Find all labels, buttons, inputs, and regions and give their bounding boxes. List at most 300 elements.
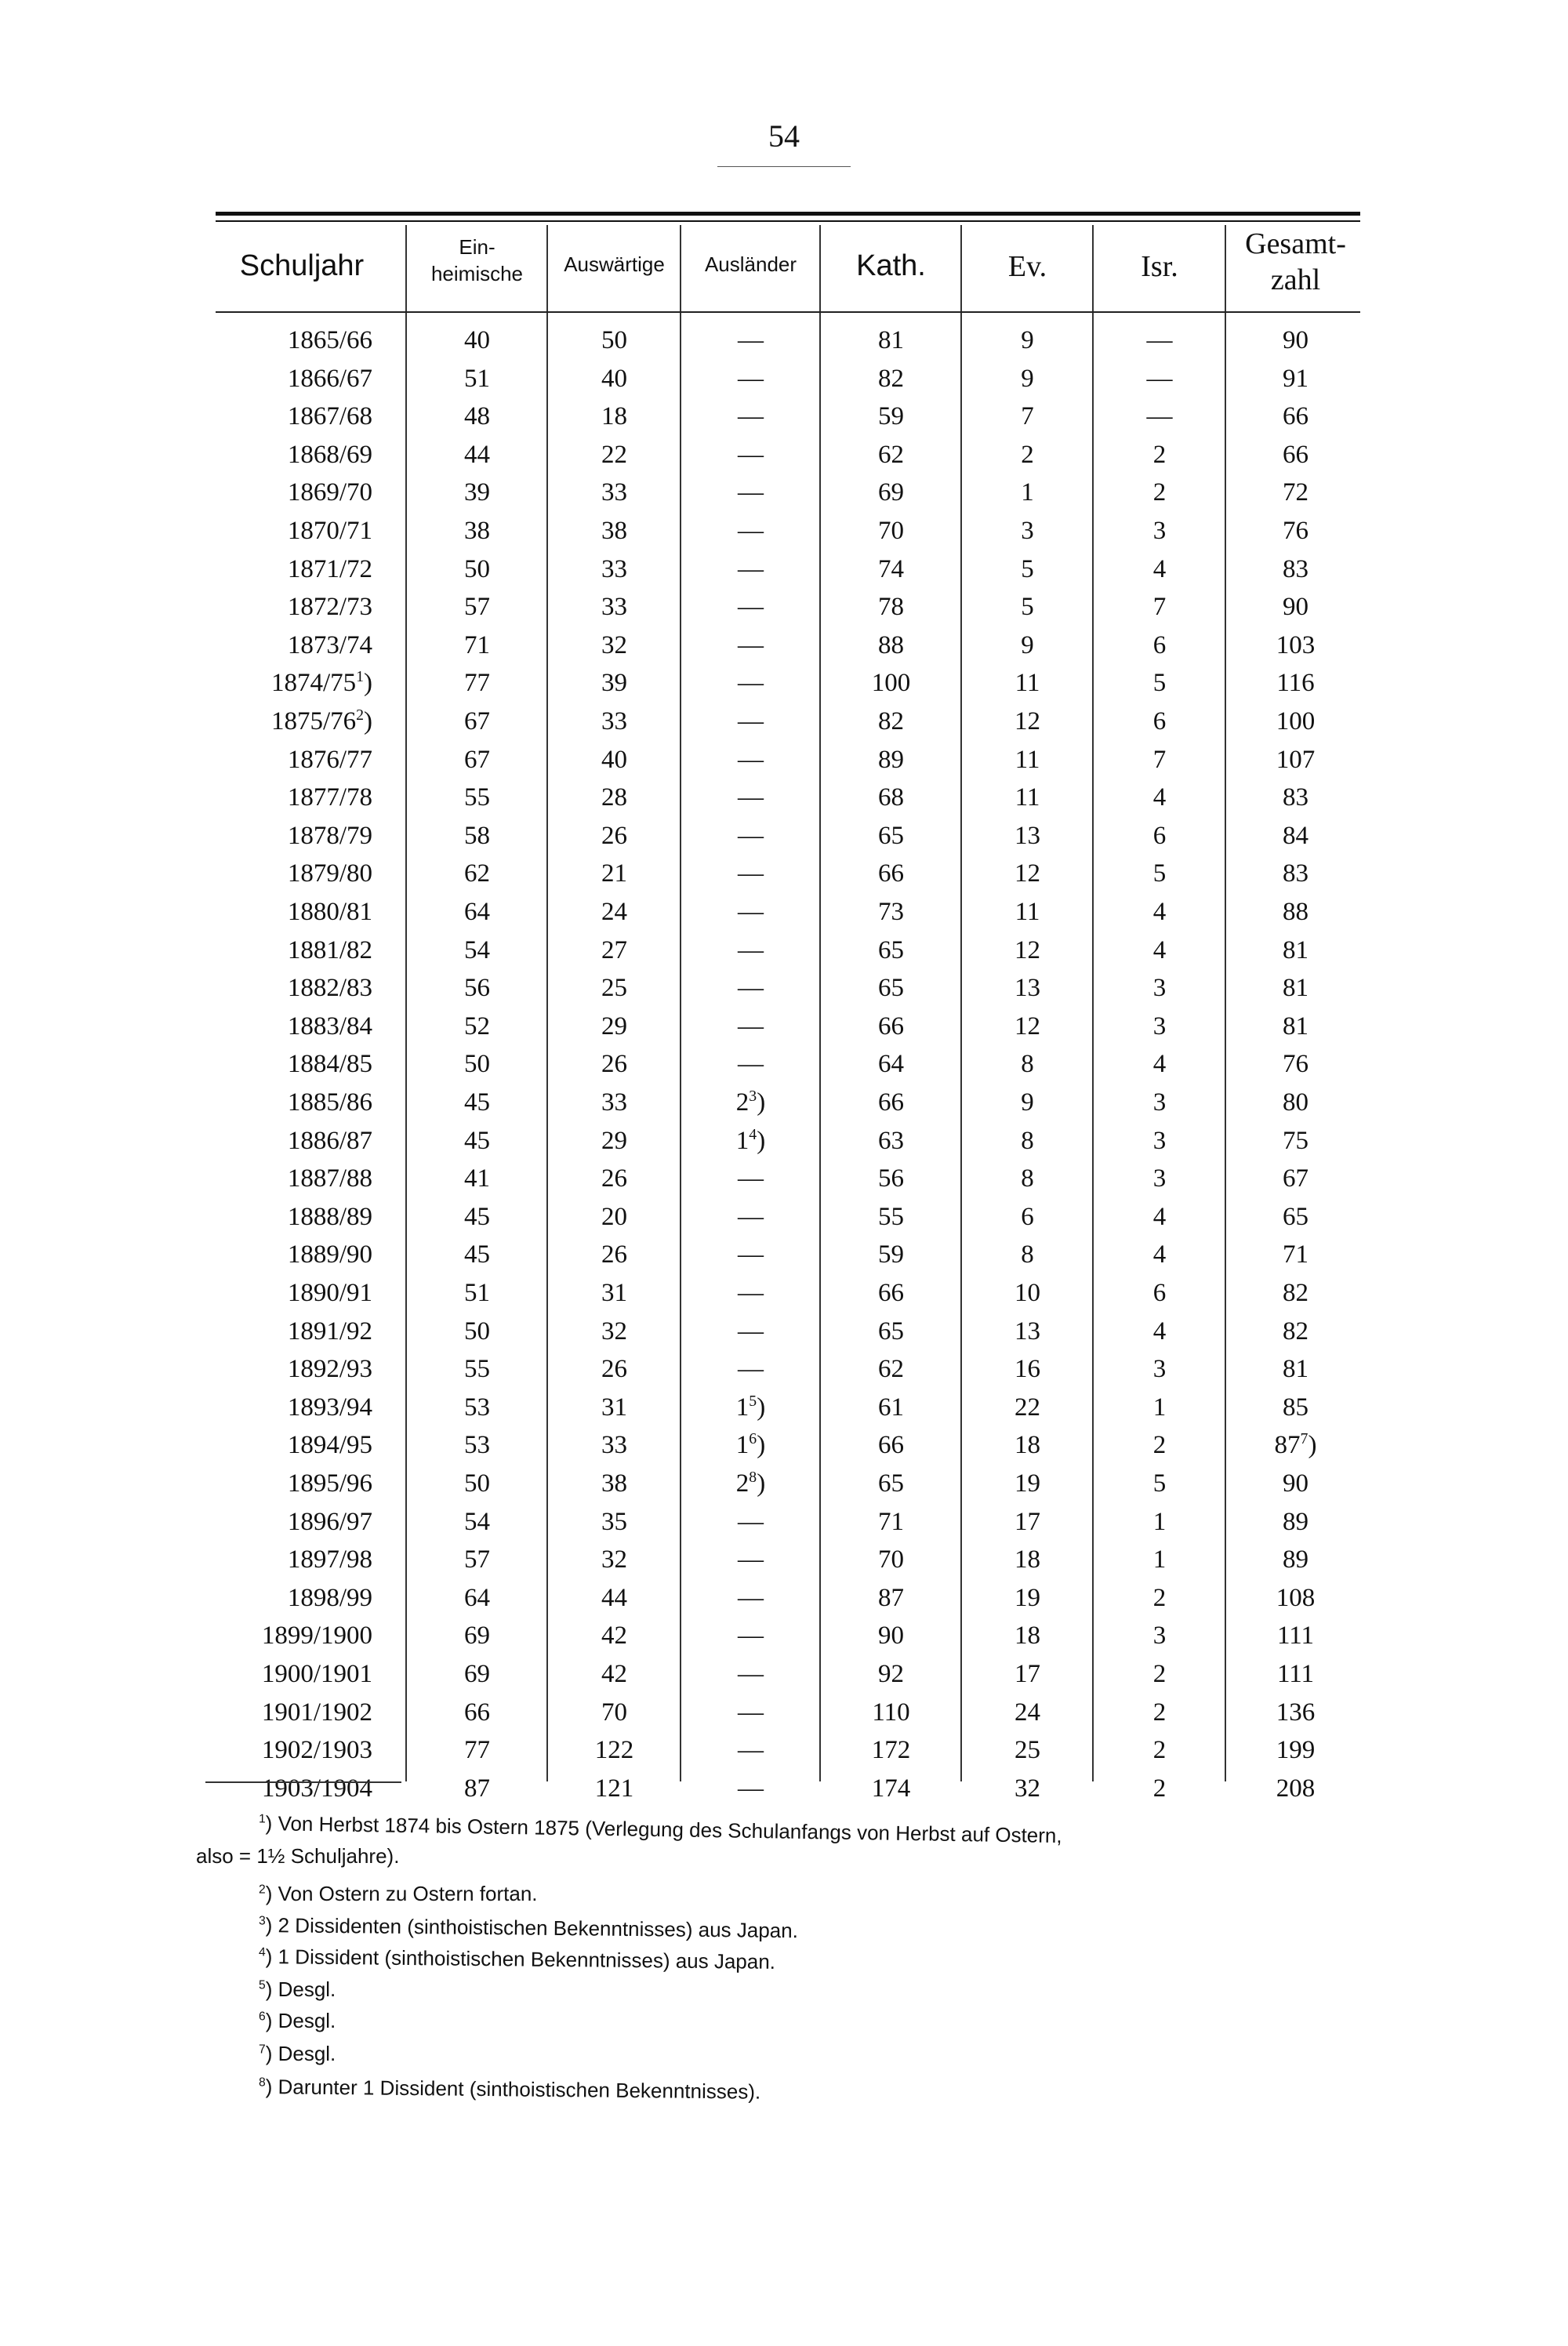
table-row bbox=[0, 1198, 1568, 1236]
cell-ev-value: 8 bbox=[1021, 1126, 1034, 1155]
table-row bbox=[0, 512, 1568, 550]
header-schuljahr: Schuljahr bbox=[239, 249, 365, 282]
cell-auswaertige bbox=[549, 1465, 680, 1502]
cell-gesamtzahl-value: 91 bbox=[1283, 364, 1308, 393]
footnote-text: Desgl. bbox=[278, 2042, 336, 2065]
cell-kath bbox=[822, 1579, 960, 1617]
cell-isr bbox=[1094, 1426, 1225, 1464]
cell-auslaender bbox=[682, 855, 819, 892]
cell-isr bbox=[1094, 1503, 1225, 1541]
table-row bbox=[0, 474, 1568, 511]
cell-gesamtzahl bbox=[1227, 779, 1364, 816]
cell-ev-value: 11 bbox=[1014, 669, 1040, 698]
cell-auswaertige bbox=[549, 474, 680, 511]
cell-auswaertige-value: 70 bbox=[601, 1698, 627, 1727]
cell-auslaender bbox=[682, 1541, 819, 1578]
cell-ev-value: 25 bbox=[1014, 1736, 1040, 1765]
table-top-rule-thin bbox=[216, 220, 1360, 222]
cell-gesamtzahl bbox=[1227, 664, 1364, 702]
cell-ev-value: 17 bbox=[1014, 1507, 1040, 1536]
cell-auswaertige bbox=[549, 1236, 680, 1273]
cell-kath bbox=[822, 1313, 960, 1350]
cell-auslaender bbox=[682, 626, 819, 664]
cell-schuljahr: $1874/75^1$) bbox=[270, 668, 372, 698]
cell-auslaender bbox=[682, 474, 819, 511]
cell-ev bbox=[963, 1655, 1092, 1693]
cell-schuljahr-value: 1889/90 bbox=[287, 1240, 372, 1269]
cell-auslaender bbox=[682, 1274, 819, 1312]
cell-kath bbox=[822, 1350, 960, 1388]
cell-auslaender: $1^4$) bbox=[735, 1125, 766, 1155]
cell-isr bbox=[1094, 550, 1225, 588]
cell-auslaender-value: 1 bbox=[735, 1126, 750, 1155]
cell-schuljahr bbox=[212, 1503, 372, 1541]
table-row bbox=[0, 1694, 1568, 1731]
cell-auslaender bbox=[682, 703, 819, 740]
cell-auslaender-value: — bbox=[738, 935, 764, 964]
cell-gesamtzahl-value: 84 bbox=[1283, 821, 1308, 850]
cell-ev bbox=[963, 1274, 1092, 1312]
cell-kath-value: 81 bbox=[878, 326, 904, 354]
cell-auswaertige-value: 33 bbox=[601, 478, 627, 507]
cell-auswaertige-value: 29 bbox=[601, 1011, 627, 1040]
cell-kath-value: 68 bbox=[878, 783, 904, 812]
cell-ev-value: 18 bbox=[1014, 1545, 1040, 1574]
cell-auswaertige-value: 40 bbox=[601, 364, 627, 393]
cell-gesamtzahl-value: 199 bbox=[1276, 1736, 1316, 1765]
cell-kath-value: 59 bbox=[878, 402, 904, 431]
cell-auswaertige-value: 24 bbox=[601, 898, 627, 926]
cell-auswaertige-value: 31 bbox=[601, 1393, 627, 1422]
cell-einheimische bbox=[408, 1770, 546, 1807]
cell-schuljahr bbox=[212, 1160, 372, 1197]
cell-isr bbox=[1094, 1350, 1225, 1388]
cell-schuljahr-value: 1879/80 bbox=[287, 859, 372, 888]
cell-isr bbox=[1094, 360, 1225, 398]
cell-auslaender bbox=[682, 741, 819, 779]
cell-auswaertige bbox=[549, 1160, 680, 1197]
table-bottom-rule bbox=[205, 1781, 401, 1783]
footnote-1: $^1$) Von Herbst 1874 bis Ostern 1875 (Verlegung des Schulanfangs von Herbst auf Ostern, bbox=[258, 1811, 1062, 1848]
table-row bbox=[0, 1617, 1568, 1654]
cell-isr-value: 1 bbox=[1152, 1545, 1167, 1574]
cell-schuljahr-value: 1897/98 bbox=[287, 1545, 372, 1574]
cell-ev bbox=[963, 1350, 1092, 1388]
cell-auswaertige-value: 122 bbox=[594, 1736, 634, 1765]
cell-auslaender bbox=[682, 932, 819, 969]
footnote-mark: 6 bbox=[259, 2010, 266, 2024]
cell-kath-value: 88 bbox=[878, 630, 904, 659]
cell-gesamtzahl-value: 85 bbox=[1283, 1393, 1308, 1422]
cell-isr-value: 2 bbox=[1152, 1431, 1167, 1460]
cell-einheimische bbox=[408, 1655, 546, 1693]
cell-auswaertige-value: 26 bbox=[601, 1240, 627, 1269]
table-row bbox=[0, 779, 1568, 816]
table-row bbox=[0, 1122, 1568, 1160]
cell-ev bbox=[963, 474, 1092, 511]
cell-gesamtzahl-value: 72 bbox=[1283, 478, 1308, 507]
table-row bbox=[0, 1160, 1568, 1197]
cell-einheimische bbox=[408, 1617, 546, 1654]
header-ev: Ev. bbox=[1007, 250, 1047, 283]
cell-isr bbox=[1094, 1160, 1225, 1197]
cell-einheimische-value: 50 bbox=[464, 1050, 490, 1079]
cell-ev bbox=[963, 969, 1092, 1007]
cell-ev-value: 11 bbox=[1014, 898, 1040, 926]
cell-isr-value: 6 bbox=[1152, 707, 1167, 735]
cell-kath bbox=[822, 550, 960, 588]
cell-gesamtzahl bbox=[1227, 360, 1364, 398]
cell-gesamtzahl-value: 76 bbox=[1283, 1050, 1308, 1079]
table-row bbox=[0, 398, 1568, 435]
cell-isr-value: 3 bbox=[1152, 1355, 1167, 1384]
cell-gesamtzahl-value: 83 bbox=[1283, 859, 1308, 888]
cell-ev-value: 22 bbox=[1014, 1393, 1040, 1422]
cell-kath-value: 82 bbox=[878, 364, 904, 393]
cell-auswaertige bbox=[549, 1503, 680, 1541]
cell-isr-value: 3 bbox=[1152, 1126, 1167, 1155]
cell-einheimische-value: 38 bbox=[464, 517, 490, 545]
cell-auswaertige-value: 33 bbox=[601, 593, 627, 622]
cell-isr-value: 6 bbox=[1152, 630, 1167, 659]
cell-kath-value: 65 bbox=[878, 974, 904, 1003]
footnote-mark: 5 bbox=[259, 1978, 266, 1992]
cell-auslaender-value: — bbox=[738, 1240, 764, 1269]
cell-gesamtzahl bbox=[1227, 1389, 1364, 1426]
cell-einheimische bbox=[408, 855, 546, 892]
cell-auswaertige bbox=[549, 360, 680, 398]
cell-ev-value: 19 bbox=[1014, 1469, 1040, 1498]
cell-schuljahr-value: 1876/77 bbox=[287, 745, 372, 774]
cell-schuljahr-value: 1873/74 bbox=[287, 630, 372, 659]
cell-einheimische bbox=[408, 1122, 546, 1160]
cell-auswaertige bbox=[549, 588, 680, 626]
cell-gesamtzahl bbox=[1227, 1579, 1364, 1617]
cell-schuljahr-value: 1866/67 bbox=[287, 364, 372, 393]
cell-schuljahr bbox=[212, 1084, 372, 1121]
cell-gesamtzahl bbox=[1227, 1617, 1364, 1654]
footnote-text: also = 1½ Schuljahre). bbox=[196, 1844, 400, 1868]
cell-gesamtzahl-value: 83 bbox=[1283, 554, 1308, 583]
cell-auslaender-value: — bbox=[738, 478, 764, 507]
cell-gesamtzahl-value: 103 bbox=[1276, 630, 1316, 659]
cell-isr-value: 4 bbox=[1152, 783, 1167, 812]
cell-schuljahr-value: 1877/78 bbox=[287, 783, 372, 812]
cell-ev-value: 12 bbox=[1014, 707, 1040, 735]
cell-gesamtzahl bbox=[1227, 1655, 1364, 1693]
cell-gesamtzahl bbox=[1227, 321, 1364, 359]
cell-gesamtzahl-value: 208 bbox=[1276, 1774, 1316, 1803]
cell-gesamtzahl bbox=[1227, 1045, 1364, 1083]
cell-auswaertige-value: 40 bbox=[601, 745, 627, 774]
cell-einheimische bbox=[408, 1541, 546, 1578]
cell-auswaertige bbox=[549, 1579, 680, 1617]
cell-einheimische-value: 54 bbox=[464, 935, 490, 964]
cell-gesamtzahl-value: 90 bbox=[1283, 593, 1308, 622]
cell-kath bbox=[822, 512, 960, 550]
cell-kath-value: 66 bbox=[878, 1011, 904, 1040]
cell-auswaertige bbox=[549, 932, 680, 969]
table-row bbox=[0, 1465, 1568, 1502]
cell-schuljahr-value: 1900/1901 bbox=[261, 1660, 372, 1688]
cell-kath-value: 70 bbox=[878, 1545, 904, 1574]
cell-ev bbox=[963, 1503, 1092, 1541]
cell-auswaertige bbox=[549, 1313, 680, 1350]
cell-isr-value: — bbox=[1146, 402, 1173, 431]
cell-isr bbox=[1094, 1731, 1225, 1769]
cell-auslaender bbox=[682, 436, 819, 474]
cell-gesamtzahl bbox=[1227, 1770, 1364, 1807]
cell-auswaertige bbox=[549, 969, 680, 1007]
cell-isr bbox=[1094, 817, 1225, 855]
header-isr: Isr. bbox=[1141, 250, 1178, 283]
cell-einheimische bbox=[408, 1274, 546, 1312]
cell-auswaertige-value: 39 bbox=[601, 669, 627, 698]
cell-kath bbox=[822, 1274, 960, 1312]
cell-isr-value: 3 bbox=[1152, 1164, 1167, 1193]
cell-ev bbox=[963, 398, 1092, 435]
cell-kath bbox=[822, 1084, 960, 1121]
cell-auslaender-value: — bbox=[738, 326, 764, 354]
cell-gesamtzahl-value: 82 bbox=[1283, 1279, 1308, 1307]
table-row bbox=[0, 1426, 1568, 1464]
cell-auswaertige bbox=[549, 664, 680, 702]
cell-gesamtzahl bbox=[1227, 1122, 1364, 1160]
cell-einheimische bbox=[408, 664, 546, 702]
cell-auswaertige bbox=[549, 626, 680, 664]
cell-schuljahr-value: 1884/85 bbox=[287, 1050, 372, 1079]
cell-einheimische bbox=[408, 321, 546, 359]
cell-einheimische bbox=[408, 1731, 546, 1769]
cell-ev-value: 11 bbox=[1014, 745, 1040, 774]
cell-schuljahr-value: 1882/83 bbox=[287, 974, 372, 1003]
cell-ev bbox=[963, 436, 1092, 474]
cell-einheimische-value: 41 bbox=[464, 1164, 490, 1193]
cell-auslaender-value: — bbox=[738, 440, 764, 469]
cell-kath-value: 82 bbox=[878, 707, 904, 735]
cell-ev bbox=[963, 741, 1092, 779]
cell-schuljahr-value: 1896/97 bbox=[287, 1507, 372, 1536]
table-row bbox=[0, 1770, 1568, 1807]
cell-ev bbox=[963, 588, 1092, 626]
cell-auswaertige bbox=[549, 1350, 680, 1388]
cell-ev bbox=[963, 817, 1092, 855]
cell-einheimische-value: 69 bbox=[464, 1660, 490, 1688]
cell-einheimische bbox=[408, 1579, 546, 1617]
page-number-rule bbox=[717, 166, 851, 167]
cell-auswaertige bbox=[549, 1389, 680, 1426]
cell-kath bbox=[822, 741, 960, 779]
cell-gesamtzahl bbox=[1227, 703, 1364, 740]
footnote-text: Desgl. bbox=[278, 2009, 336, 2032]
cell-auswaertige-value: 38 bbox=[601, 517, 627, 545]
table-row bbox=[0, 1655, 1568, 1693]
cell-kath bbox=[822, 1731, 960, 1769]
cell-auslaender-value: — bbox=[738, 1507, 764, 1536]
cell-schuljahr-value: 1895/96 bbox=[287, 1469, 372, 1498]
cell-kath-value: 174 bbox=[871, 1774, 911, 1803]
cell-auswaertige-value: 38 bbox=[601, 1469, 627, 1498]
cell-gesamtzahl-value: 111 bbox=[1276, 1660, 1315, 1688]
cell-auslaender bbox=[682, 1198, 819, 1236]
cell-isr-value: 6 bbox=[1152, 821, 1167, 850]
cell-schuljahr bbox=[212, 1313, 372, 1350]
cell-isr-value: 4 bbox=[1152, 1202, 1167, 1231]
cell-auswaertige-value: 26 bbox=[601, 1355, 627, 1384]
cell-auslaender bbox=[682, 398, 819, 435]
cell-einheimische bbox=[408, 1503, 546, 1541]
cell-kath bbox=[822, 1426, 960, 1464]
cell-auswaertige-value: 32 bbox=[601, 1316, 627, 1346]
cell-schuljahr bbox=[212, 1465, 372, 1502]
cell-schuljahr bbox=[212, 1008, 372, 1045]
cell-ev bbox=[963, 321, 1092, 359]
cell-einheimische-value: 50 bbox=[464, 554, 490, 583]
cell-ev-value: 18 bbox=[1014, 1431, 1040, 1460]
cell-ev bbox=[963, 512, 1092, 550]
cell-einheimische bbox=[408, 1045, 546, 1083]
cell-schuljahr bbox=[212, 588, 372, 626]
cell-ev-value: 11 bbox=[1014, 783, 1040, 812]
cell-isr-value: 3 bbox=[1152, 517, 1167, 545]
cell-kath bbox=[822, 360, 960, 398]
cell-isr bbox=[1094, 1694, 1225, 1731]
cell-auslaender-value: — bbox=[738, 745, 764, 774]
cell-auswaertige-value: 42 bbox=[601, 1660, 627, 1688]
cell-auslaender bbox=[682, 1579, 819, 1617]
cell-isr-value: — bbox=[1146, 326, 1173, 354]
cell-isr-value: 2 bbox=[1152, 1774, 1167, 1803]
cell-schuljahr bbox=[212, 969, 372, 1007]
cell-isr bbox=[1094, 1313, 1225, 1350]
cell-ev-value: 12 bbox=[1014, 935, 1040, 964]
cell-ev bbox=[963, 1122, 1092, 1160]
cell-gesamtzahl: $87^7$) bbox=[1274, 1430, 1317, 1460]
cell-gesamtzahl-value: 136 bbox=[1276, 1698, 1316, 1727]
cell-isr bbox=[1094, 932, 1225, 969]
cell-kath-value: 65 bbox=[878, 821, 904, 850]
cell-isr-value: 7 bbox=[1152, 745, 1167, 774]
header-auswaertige: Auswärtige bbox=[564, 252, 665, 276]
cell-einheimische-value: 87 bbox=[464, 1774, 490, 1803]
cell-gesamtzahl bbox=[1227, 474, 1364, 511]
cell-isr bbox=[1094, 855, 1225, 892]
cell-auswaertige bbox=[549, 1045, 680, 1083]
cell-isr-value: 2 bbox=[1152, 1660, 1167, 1688]
cell-einheimische-value: 55 bbox=[464, 783, 490, 812]
cell-schuljahr bbox=[212, 1770, 372, 1807]
cell-kath bbox=[822, 1008, 960, 1045]
cell-einheimische-value: 57 bbox=[464, 593, 490, 622]
cell-kath bbox=[822, 893, 960, 931]
cell-auslaender-value: — bbox=[738, 593, 764, 622]
cell-ev-value: 9 bbox=[1021, 326, 1034, 354]
cell-auslaender-value: — bbox=[738, 402, 764, 431]
table-row bbox=[0, 932, 1568, 969]
cell-gesamtzahl bbox=[1227, 741, 1364, 779]
cell-ev bbox=[963, 626, 1092, 664]
cell-schuljahr-value: 1891/92 bbox=[287, 1316, 372, 1346]
cell-isr-value: 5 bbox=[1152, 669, 1167, 698]
cell-auswaertige-value: 44 bbox=[601, 1583, 627, 1612]
cell-auswaertige bbox=[549, 321, 680, 359]
cell-schuljahr bbox=[212, 436, 372, 474]
cell-kath bbox=[822, 1541, 960, 1578]
cell-auswaertige-value: 50 bbox=[601, 326, 627, 354]
cell-ev bbox=[963, 1770, 1092, 1807]
cell-auslaender-value: — bbox=[738, 630, 764, 659]
cell-kath-value: 70 bbox=[878, 517, 904, 545]
cell-einheimische-value: 62 bbox=[464, 859, 490, 888]
cell-auslaender-value: — bbox=[738, 1164, 764, 1193]
cell-einheimische bbox=[408, 588, 546, 626]
cell-gesamtzahl-value: 81 bbox=[1283, 1011, 1308, 1040]
cell-kath-value: 73 bbox=[878, 898, 904, 926]
cell-auslaender bbox=[682, 1694, 819, 1731]
cell-ev-value: 1 bbox=[1021, 478, 1034, 507]
cell-gesamtzahl-value: 89 bbox=[1283, 1507, 1308, 1536]
table-row bbox=[0, 1084, 1568, 1121]
cell-auswaertige bbox=[549, 1655, 680, 1693]
cell-auswaertige bbox=[549, 550, 680, 588]
cell-einheimische bbox=[408, 1160, 546, 1197]
cell-auswaertige bbox=[549, 855, 680, 892]
cell-gesamtzahl-value: 90 bbox=[1283, 1469, 1308, 1498]
cell-schuljahr bbox=[212, 893, 372, 931]
cell-auslaender-value: — bbox=[738, 1622, 764, 1651]
cell-auslaender-value: — bbox=[738, 517, 764, 545]
footnote-ref: 1 bbox=[356, 668, 364, 686]
cell-kath-value: 62 bbox=[878, 440, 904, 469]
cell-isr bbox=[1094, 1122, 1225, 1160]
cell-auswaertige-value: 25 bbox=[601, 974, 627, 1003]
cell-auslaender-value: — bbox=[738, 1660, 764, 1688]
cell-auswaertige bbox=[549, 1426, 680, 1464]
cell-isr bbox=[1094, 1617, 1225, 1654]
header-auslaender: Ausländer bbox=[704, 252, 797, 276]
cell-auswaertige-value: 32 bbox=[601, 630, 627, 659]
cell-ev bbox=[963, 1731, 1092, 1769]
cell-ev-value: 10 bbox=[1014, 1279, 1040, 1307]
cell-einheimische-value: 45 bbox=[464, 1202, 490, 1231]
cell-einheimische-value: 67 bbox=[464, 707, 490, 735]
cell-auslaender: $2^8$) bbox=[735, 1469, 766, 1498]
cell-einheimische bbox=[408, 436, 546, 474]
cell-gesamtzahl bbox=[1227, 1198, 1364, 1236]
cell-ev bbox=[963, 1389, 1092, 1426]
cell-ev bbox=[963, 1045, 1092, 1083]
cell-auswaertige-value: 26 bbox=[601, 1164, 627, 1193]
cell-ev-value: 5 bbox=[1021, 554, 1034, 583]
cell-kath bbox=[822, 1389, 960, 1426]
cell-auslaender-value: — bbox=[738, 364, 764, 393]
cell-ev-value: 13 bbox=[1014, 1316, 1040, 1346]
cell-auslaender: $2^3$) bbox=[735, 1088, 766, 1117]
footnote-ref: 7 bbox=[1300, 1430, 1308, 1448]
cell-auswaertige bbox=[549, 1198, 680, 1236]
footnote-ref: 2 bbox=[356, 706, 364, 724]
footnote-5: $^5$) Desgl. bbox=[259, 1977, 336, 2001]
cell-auslaender bbox=[682, 1617, 819, 1654]
cell-auswaertige bbox=[549, 1694, 680, 1731]
cell-isr-value: 4 bbox=[1152, 935, 1167, 964]
table-row bbox=[0, 1350, 1568, 1388]
cell-auswaertige-value: 35 bbox=[601, 1507, 627, 1536]
cell-auslaender-value: — bbox=[738, 554, 764, 583]
cell-ev bbox=[963, 1236, 1092, 1273]
table-row bbox=[0, 550, 1568, 588]
cell-auslaender-value: — bbox=[738, 974, 764, 1003]
